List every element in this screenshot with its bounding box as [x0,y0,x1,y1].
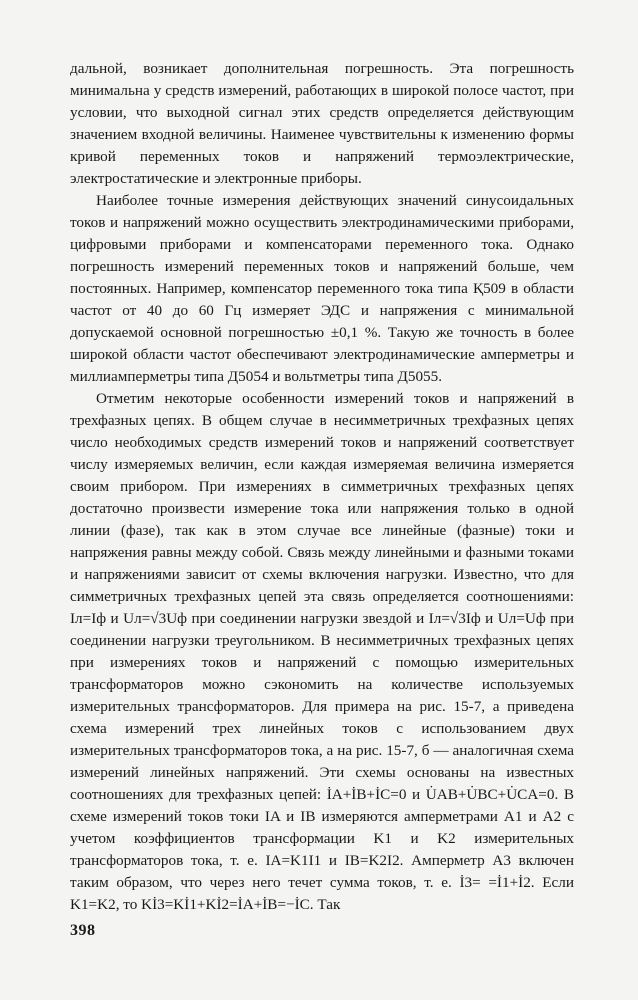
paragraph-2: Наиболее точные измерения действующих значений синусоидальных токов и напряжений можно осуществить электродинамическими приборами, цифровыми приборами и компенсаторами переменного тока. Однако погрешность измерений переменных токов и напряжений больше, чем постоянных. Например, компенсатор переменного тока типа Қ509 в области частот от 40 до 60 Гц измеряет ЭДС и напряжения с минимальной допускаемой основной погрешностью ±0,1 %. Такую же точность в более широкой области частот обеспечивают электродинамические амперметры и миллиамперметры типа Д5054 и вольтметры типа Д5055. [70,192,574,385]
paragraph-1: дальной, возникает дополнительная погрешность. Эта погрешность минимальна у средств измерений, работающих в широкой полосе частот, при условии, что выходной сигнал этих средств определяется действующим значением входной величины. Наименее чувствительны к изменению формы кривой переменных токов и напряжений термоэлектрические, электростатические и электронные приборы. [70,60,574,187]
paragraph-3: Отметим некоторые особенности измерений токов и напряжений в трехфазных цепях. В общем случае в несимметричных трехфазных цепях число необходимых средств измерений токов и напряжений соответствует числу измеряемых величин, если каждая измеряемая величина измеряется своим прибором. При измерениях в симметричных трехфазных цепях достаточно произвести измерение тока или напряжения только в одной линии (фазе), так как в этом случае все линейные (фазные) токи и напряжения равны между собой. Связь между линейными и фазными токами и напряжениями зависит от схемы включения нагрузки. Известно, что для симметричных трехфазных цепей эта связь определяется соотношениями: Iл=Iф и Uл=√3Uф при соединении нагрузки звездой и Iл=√3Iф и Uл=Uф при соединении нагрузки треугольником. В несимметричных трехфазных цепях при измерениях токов и напряжений с помощью измерительных трансформаторов можно сэкономить на количестве используемых измерительных трансформаторов. Для примера на рис. 15-7, а приведена схема измерений трех линейных токов с использованием двух измерительных трансформаторов тока, а на рис. 15-7, б — аналогичная схема измерений линейных напряжений. Эти схемы основаны на известных соотношениях для трехфазных цепей: İA+İB+İC=0 и U̇AB+U̇BC+U̇CA=0. В схеме измерений токов токи IA и IB измеряются амперметрами A1 и A2 с учетом коэффициентов трансформации K1 и K2 измерительных трансформаторов тока, т. е. IA=K1I1 и IB=K2I2. Амперметр A3 включен таким образом, что через него течет сумма токов, т. е. İ3= =İ1+İ2. Если K1=K2, то Kİ3=Kİ1+Kİ2=İA+İB=−İC. Так [70,390,574,913]
page-number: 398 [70,922,96,939]
text-block [70,58,574,916]
